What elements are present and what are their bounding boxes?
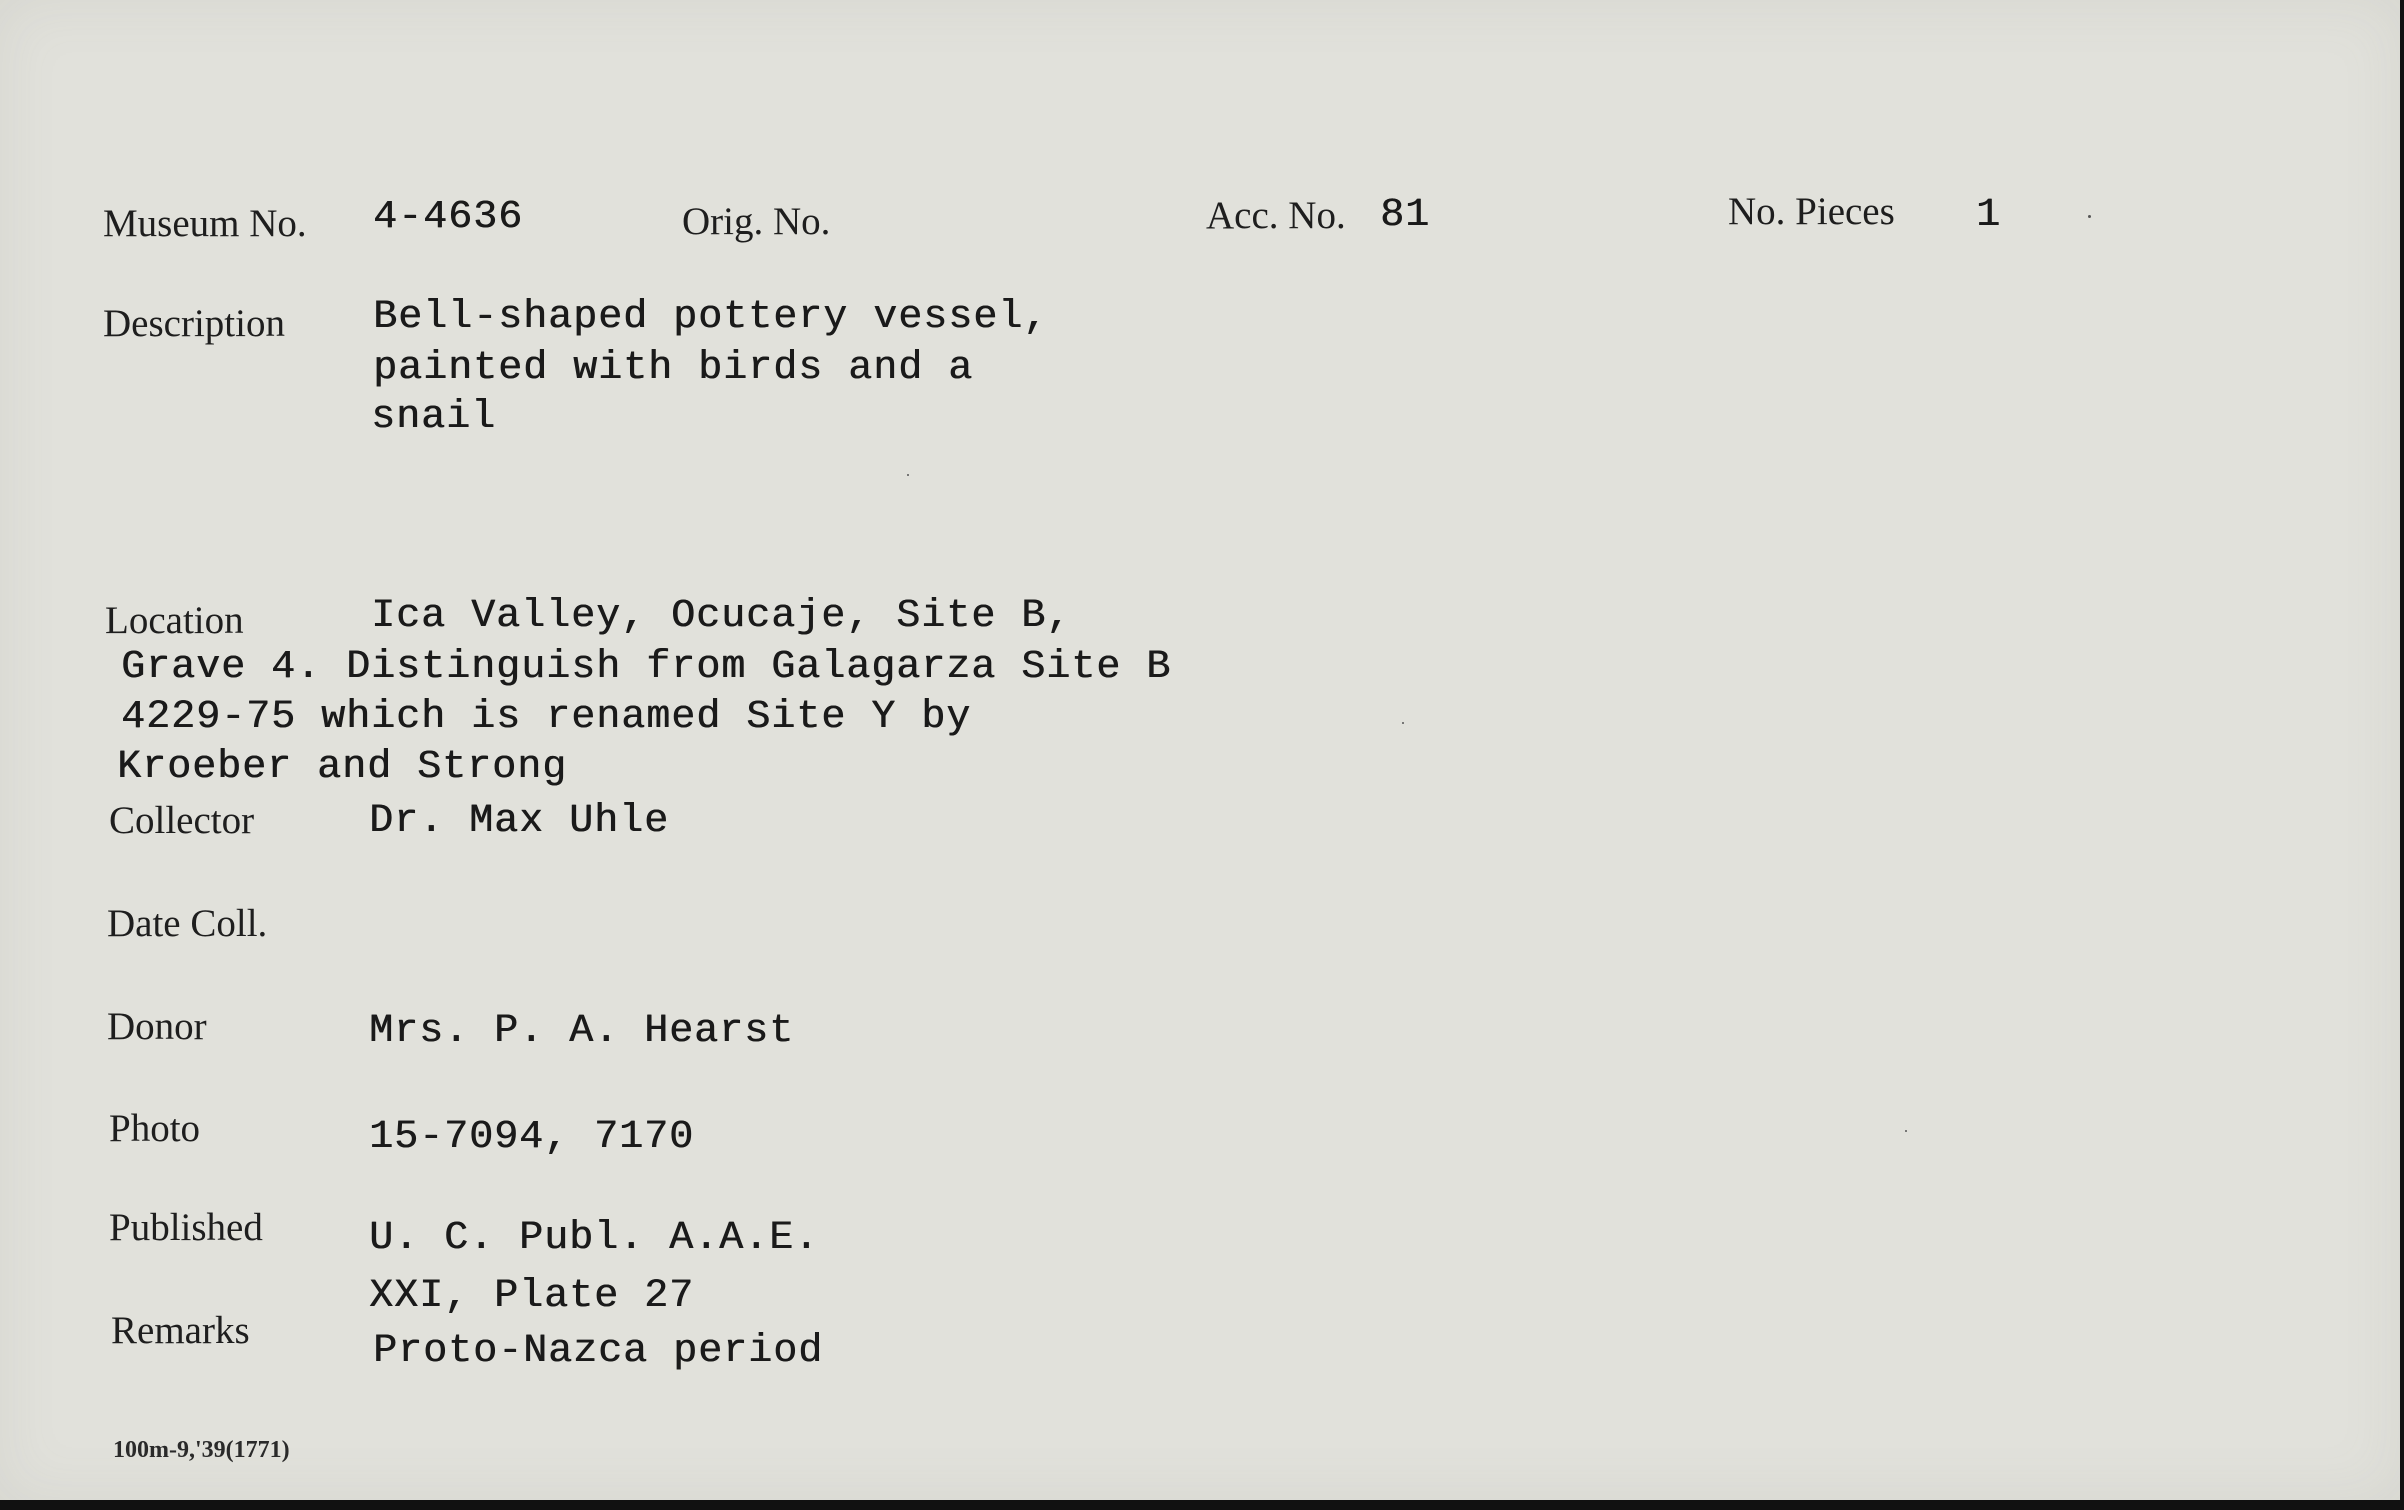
- dust-speck: [1905, 1130, 1907, 1132]
- orig-no-label: Orig. No.: [682, 200, 831, 243]
- photo-label: Photo: [109, 1107, 201, 1150]
- description-label: Description: [103, 302, 285, 345]
- description-line-1: Bell-shaped pottery vessel,: [373, 295, 1049, 340]
- location-line-2: Grave 4. Distinguish from Galagarza Site B: [121, 645, 1172, 690]
- published-label: Published: [109, 1206, 263, 1249]
- remarks-label: Remarks: [111, 1309, 250, 1352]
- location-line-3: 4229-75 which is renamed Site Y by: [121, 695, 972, 740]
- acc-no-label: Acc. No.: [1206, 194, 1346, 237]
- photo-value: 15-7094, 7170: [369, 1115, 695, 1160]
- no-pieces-label: No. Pieces: [1728, 190, 1895, 233]
- description-line-3: snail: [371, 395, 497, 440]
- date-coll-label: Date Coll.: [107, 902, 268, 945]
- description-line-2: painted with birds and a: [373, 346, 974, 391]
- collector-label: Collector: [109, 799, 255, 842]
- published-line-2: XXI, Plate 27: [369, 1274, 695, 1319]
- location-label: Location: [105, 599, 244, 642]
- museum-no-value: 4-4636: [373, 195, 524, 240]
- remarks-value: Proto-Nazca period: [373, 1329, 824, 1374]
- dust-speck: [1402, 722, 1404, 724]
- dust-speck: [2088, 215, 2091, 218]
- card-edge-right: [2400, 0, 2404, 1510]
- location-line-4: Kroeber and Strong: [117, 745, 568, 790]
- published-line-1: U. C. Publ. A.A.E.: [369, 1216, 820, 1261]
- collector-value: Dr. Max Uhle: [369, 799, 670, 844]
- location-line-1: Ica Valley, Ocucaje, Site B,: [371, 594, 1072, 639]
- acc-no-value: 81: [1380, 193, 1431, 238]
- no-pieces-value: 1: [1976, 193, 2002, 238]
- form-identifier: 100m-9,'39(1771): [113, 1437, 290, 1463]
- card-edge-bottom: [0, 1500, 2404, 1510]
- museum-no-label: Museum No.: [103, 202, 307, 245]
- dust-speck: [907, 474, 909, 476]
- donor-label: Donor: [107, 1005, 207, 1048]
- donor-value: Mrs. P. A. Hearst: [369, 1009, 795, 1054]
